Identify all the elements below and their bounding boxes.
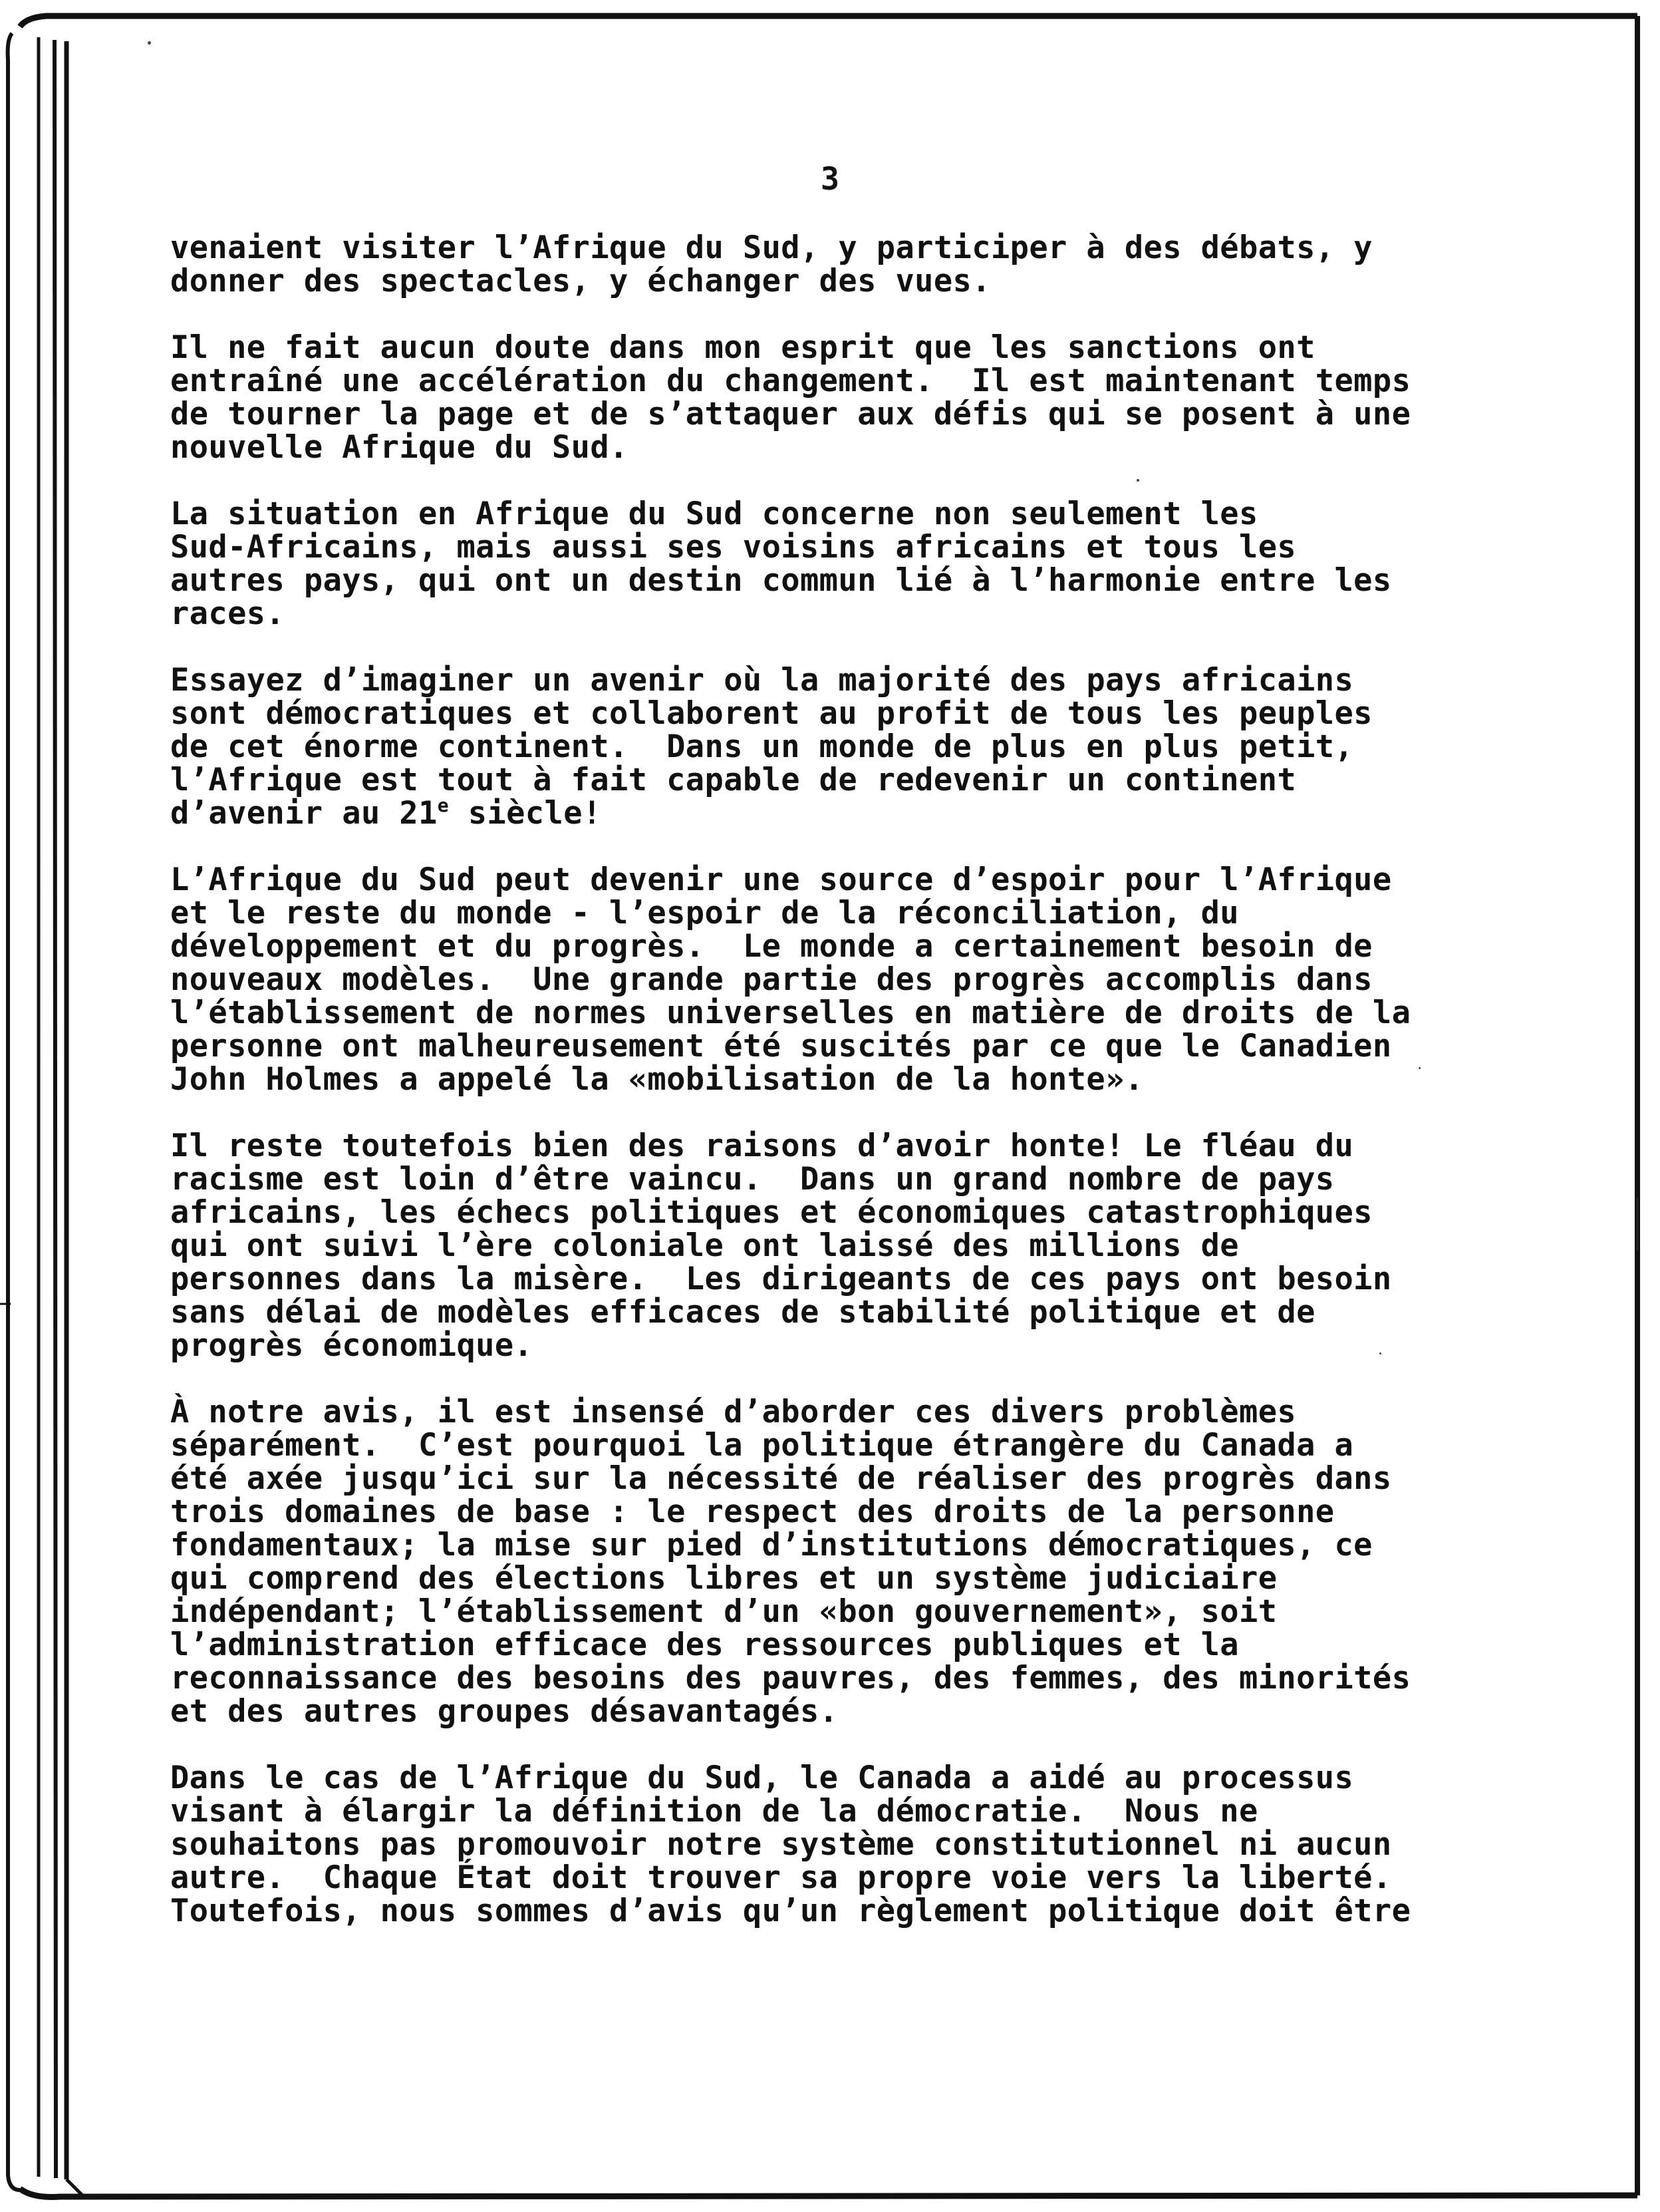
text-line: l’administration efficace des ressources publiques et la <box>170 1627 1239 1663</box>
text-line: séparément. C’est pourquoi la politique étrangère du Canada a <box>170 1427 1354 1464</box>
text-line: reconnaissance des besoins des pauvres, des femmes, des minorités <box>170 1660 1411 1696</box>
text-line: nouveaux modèles. Une grande partie des progrès accomplis dans <box>170 961 1373 998</box>
text-line: développement et du progrès. Le monde a certainement besoin de <box>170 928 1373 965</box>
paragraph <box>170 664 1500 830</box>
text-line: L’Afrique du Sud peut devenir une source d’espoir pour l’Afrique <box>170 862 1392 898</box>
text-line: africains, les échecs politiques et économiques catastrophiques <box>170 1194 1373 1231</box>
paragraph <box>170 331 1500 464</box>
text-line: À notre avis, il est insensé d’aborder ces divers problèmes <box>170 1394 1297 1430</box>
text-line: races. <box>170 595 285 632</box>
text-line: John Holmes a appelé la «mobilisation de la honte». <box>170 1061 1144 1098</box>
text-line: autre. Chaque État doit trouver sa propre voie vers la liberté. <box>170 1859 1392 1896</box>
text-line <box>170 794 1500 832</box>
text-line: l’Afrique est tout à fait capable de redevenir un continent <box>170 762 1297 798</box>
text-line: et des autres groupes désavantagés. <box>170 1693 839 1730</box>
text-line: sont démocratiques et collaborent au profit de tous les peuples <box>170 695 1373 732</box>
text-line: personnes dans la misère. Les dirigeants de ces pays ont besoin <box>170 1261 1392 1297</box>
scan-speck <box>148 41 151 45</box>
text-line: qui comprend des élections libres et un système judiciaire <box>170 1560 1278 1597</box>
text-line-end: siècle! <box>449 795 602 832</box>
text-line: Dans le cas de l’Afrique du Sud, le Canada a aidé au processus <box>170 1760 1354 1796</box>
paragraph <box>170 1130 1500 1362</box>
text-line: racisme est loin d’être vaincu. Dans un grand nombre de pays <box>170 1161 1335 1197</box>
text-line: personne ont malheureusement été suscités par ce que le Canadien <box>170 1028 1392 1064</box>
text-line: entraîné une accélération du changement. Il est maintenant temps <box>170 363 1411 399</box>
text-line: été axée jusqu’ici sur la nécessité de réaliser des progrès dans <box>170 1460 1392 1497</box>
text-line: nouvelle Afrique du Sud. <box>170 429 628 466</box>
paragraph <box>170 864 1500 1096</box>
paragraph <box>170 1396 1500 1728</box>
text-line: de tourner la page et de s’attaquer aux défis qui se posent à une <box>170 396 1411 432</box>
text-line: qui ont suivi l’ère coloniale ont laissé des millions de <box>170 1227 1239 1264</box>
text-line: sans délai de modèles efficaces de stabilité politique et de <box>170 1294 1315 1331</box>
document-body <box>170 232 1500 1961</box>
text-line: Toutefois, nous sommes d’avis qu’un règlement politique doit être <box>170 1893 1411 1929</box>
superscript-ordinal: e <box>437 794 450 816</box>
text-line-start: d’avenir au 21 <box>170 795 438 832</box>
text-line: trois domaines de base : le respect des droits de la personne <box>170 1494 1335 1530</box>
text-line: venaient visiter l’Afrique du Sud, y participer à des débats, y <box>170 230 1373 266</box>
text-line: souhaitons pas promouvoir notre système constitutionnel ni aucun <box>170 1826 1392 1863</box>
page-number: 3 <box>820 161 840 198</box>
text-line: Sud-Africains, mais aussi ses voisins africains et tous les <box>170 529 1297 565</box>
paragraph <box>170 498 1500 631</box>
paragraph <box>170 1762 1500 1928</box>
text-line: donner des spectacles, y échanger des vues. <box>170 263 991 299</box>
text-line: fondamentaux; la mise sur pied d’institutions démocratiques, ce <box>170 1527 1373 1563</box>
text-line: progrès économique. <box>170 1327 533 1364</box>
text-line: l’établissement de normes universelles en matière de droits de la <box>170 995 1411 1031</box>
text-line: Il reste toutefois bien des raisons d’avoir honte! Le fléau du <box>170 1128 1354 1164</box>
text-line: et le reste du monde - l’espoir de la réconciliation, du <box>170 895 1239 931</box>
text-line: de cet énorme continent. Dans un monde de plus en plus petit, <box>170 728 1354 765</box>
text-line: Essayez d’imaginer un avenir où la majorité des pays africains <box>170 662 1354 699</box>
paragraph <box>170 232 1500 298</box>
text-line: autres pays, qui ont un destin commun lié à l’harmonie entre les <box>170 562 1392 599</box>
text-line: indépendant; l’établissement d’un «bon gouvernement», soit <box>170 1593 1278 1630</box>
text-line: visant à élargir la définition de la démocratie. Nous ne <box>170 1793 1258 1829</box>
text-line: Il ne fait aucun doute dans mon esprit que les sanctions ont <box>170 329 1315 366</box>
text-line: La situation en Afrique du Sud concerne non seulement les <box>170 496 1258 532</box>
